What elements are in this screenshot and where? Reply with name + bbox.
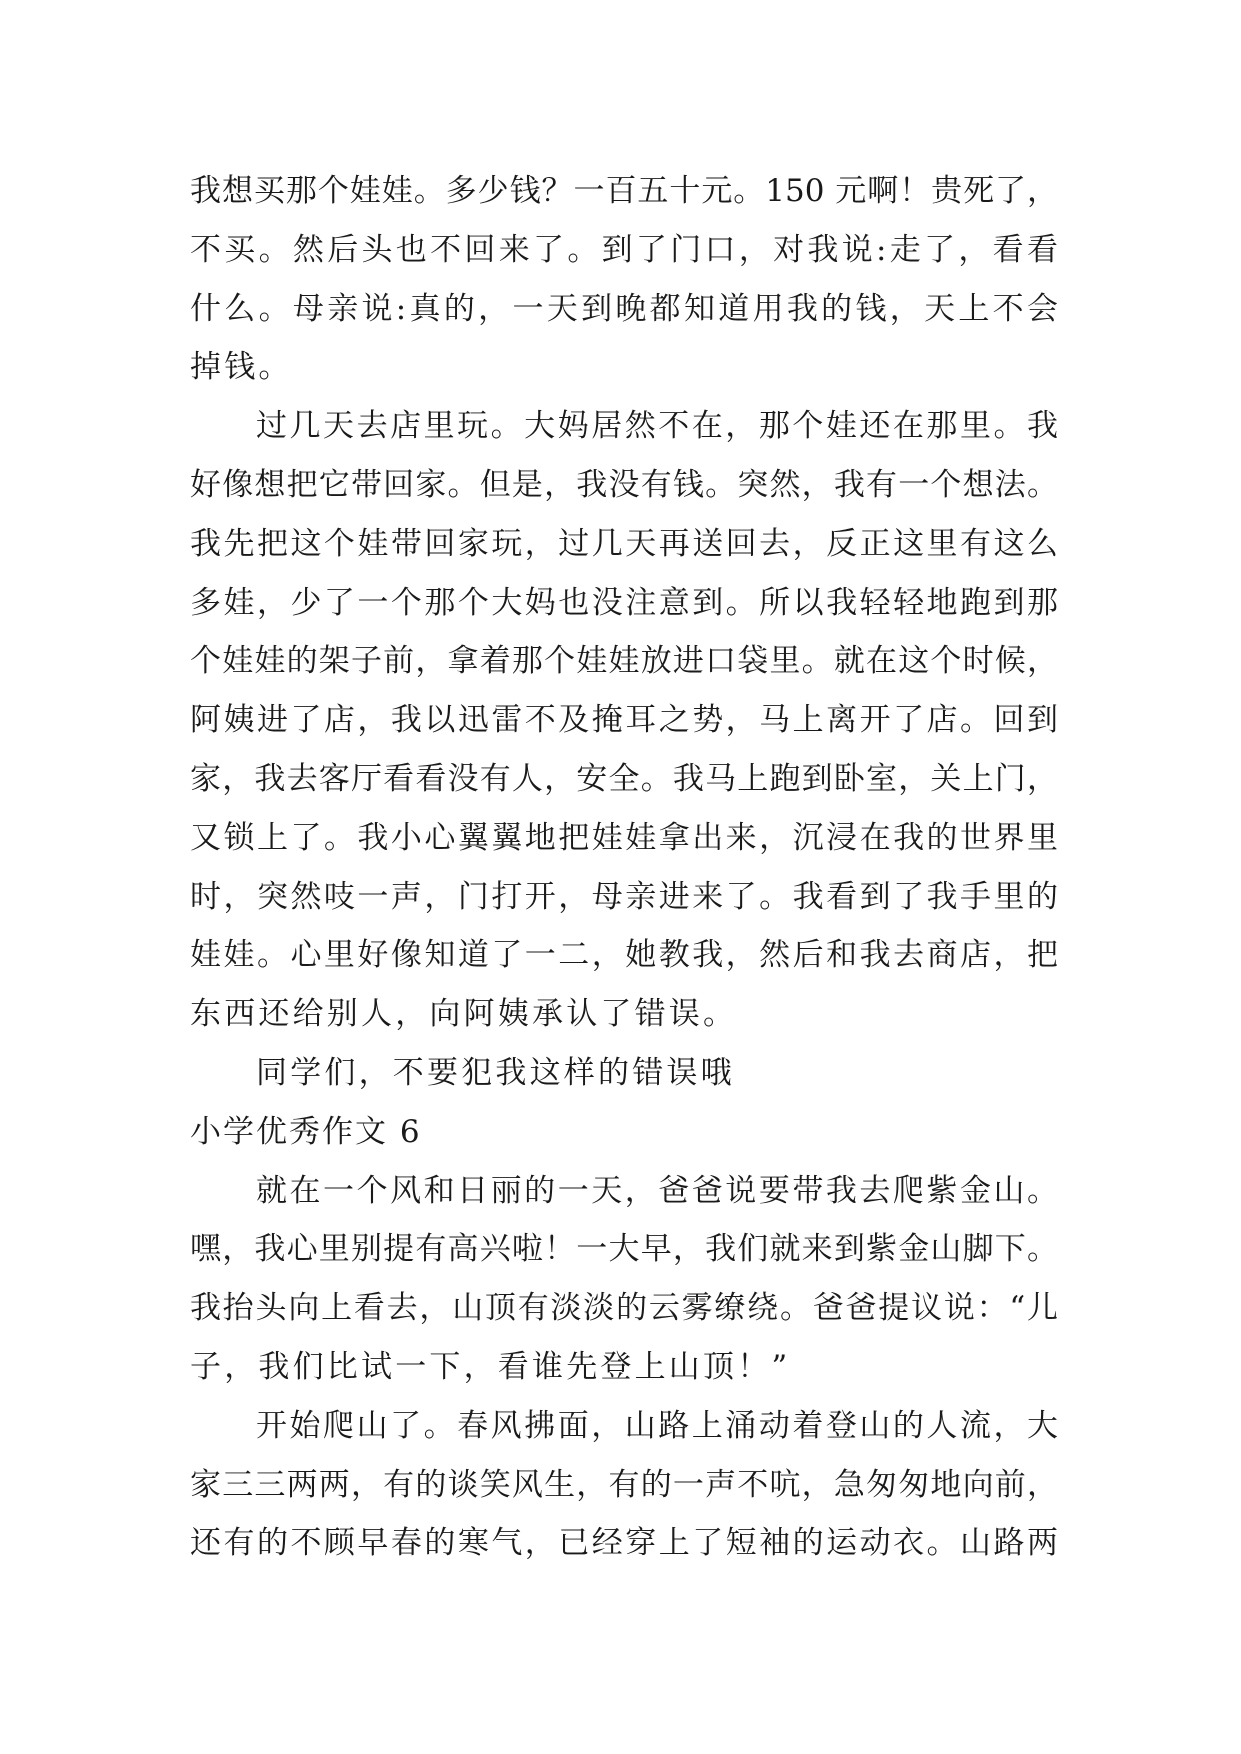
text-line: 开始爬山了。春风拂面，山路上涌动着登山的人流，大 — [256, 1407, 1058, 1444]
text-line: 就在一个风和日丽的一天，爸爸说要带我去爬紫金山。 — [256, 1172, 1058, 1209]
text-line: 过几天去店里玩。大妈居然不在，那个娃还在那里。我 — [256, 408, 1058, 445]
text-line: 多娃，少了一个那个大妈也没注意到。所以我轻轻地跑到那 — [190, 584, 1058, 621]
text-line: 娃娃。心里好像知道了一二，她教我，然后和我去商店，把 — [190, 937, 1058, 974]
text-line: 不买。然后头也不回来了。到了门口，对我说:走了，看看 — [190, 231, 1058, 268]
text-line: 个娃娃的架子前，拿着那个娃娃放进口袋里。就在这个时候， — [190, 643, 1058, 680]
text-line: 同学们，不要犯我这样的错误哦 — [256, 1054, 735, 1091]
document-page — [190, 162, 1058, 1573]
text-line: 子，我们比试一下，看谁先登上山顶！” — [190, 1348, 791, 1385]
text-line: 家，我去客厅看看没有人，安全。我马上跑到卧室，关上门， — [190, 760, 1058, 797]
text-line: 阿姨进了店，我以迅雷不及掩耳之势，马上离开了店。回到 — [190, 702, 1058, 739]
section-heading: 小学优秀作文 6 — [190, 1113, 422, 1150]
text-line: 掉钱。 — [190, 349, 293, 386]
text-line: 好像想把它带回家。但是，我没有钱。突然，我有一个想法。 — [190, 466, 1058, 503]
text-line: 我先把这个娃带回家玩，过几天再送回去，反正这里有这么 — [190, 525, 1058, 562]
text-line: 家三三两两，有的谈笑风生，有的一声不吭，急匆匆地向前， — [190, 1466, 1058, 1503]
text-line: 又锁上了。我小心翼翼地把娃娃拿出来，沉浸在我的世界里 — [190, 819, 1058, 856]
text-line: 还有的不顾早春的寒气，已经穿上了短袖的运动衣。山路两 — [190, 1525, 1058, 1562]
text-line: 我想买那个娃娃。多少钱？一百五十元。150 元啊！贵死了， — [190, 173, 1058, 209]
text-line: 嘿，我心里别提有高兴啦！一大早，我们就来到紫金山脚下。 — [190, 1231, 1058, 1268]
text-line: 时，突然吱一声，门打开，母亲进来了。我看到了我手里的 — [190, 878, 1058, 915]
text-line: 东西还给别人，向阿姨承认了错误。 — [190, 996, 738, 1033]
text-line: 什么。母亲说:真的，一天到晚都知道用我的钱，天上不会 — [190, 290, 1058, 327]
text-line: 我抬头向上看去，山顶有淡淡的云雾缭绕。爸爸提议说：“儿 — [190, 1290, 1058, 1327]
